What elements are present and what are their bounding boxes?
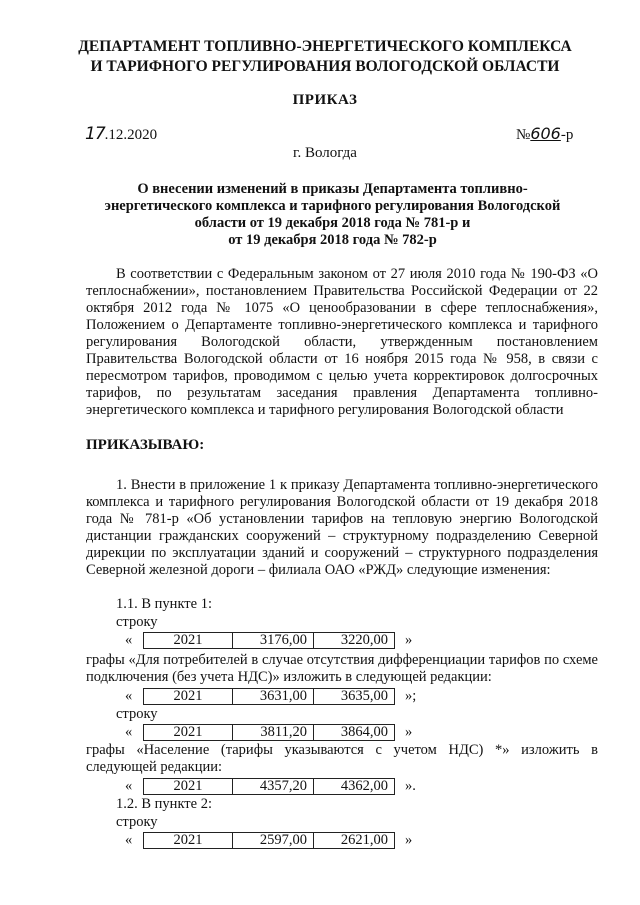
tariff-row-5 xyxy=(125,832,439,849)
preamble-paragraph: В соответствии с Федеральным законом от 27 июля 2010 года № 190-ФЗ «О теплоснабжении», постановлением Правительства Российской Федерации от 22 октября 2012 года № 1075 «О ценообразовании в сфере теплоснабжения», Положением о Департаменте топливно-энергетического комплекса и тарифного регулирования Вологодской области, утвержденным постановлением Правительства Вологодской области от 16 ноября 2015 года № 958, в связи с пересмотром тарифов, проводимом с целью учета корректировок долгосрочных тарифов, по результатам заседания правления Департамента топливно-энергетического комплекса и тарифного регулирования Вологодской области xyxy=(86,266,598,418)
close-quote: » xyxy=(405,632,413,648)
order-subject xyxy=(95,181,570,249)
value-cell-1: 3811,20 xyxy=(232,724,313,741)
order-title: ПРИКАЗ xyxy=(292,92,358,108)
order-date xyxy=(85,124,157,144)
graph-text-1: графы «Для потребителей в случае отсутствия дифференциации тарифов по схеме подключения (без учета НДС)» изложить в следующей редакции: xyxy=(86,652,598,685)
tariff-row-4 xyxy=(125,778,439,795)
city: г. Вологда xyxy=(293,145,357,161)
close-quote: »; xyxy=(405,688,417,704)
number-sign: № xyxy=(516,127,531,143)
stroku-label-2: строку xyxy=(116,706,158,722)
department-header xyxy=(60,37,590,77)
year-cell: 2021 xyxy=(143,688,232,705)
tariff-row-3 xyxy=(125,724,439,741)
tariff-table-2 xyxy=(143,688,395,705)
tariff-table-1 xyxy=(143,632,395,649)
value-cell-2: 3220,00 xyxy=(313,632,395,649)
year-cell: 2021 xyxy=(143,832,232,849)
item-1-paragraph: 1. Внести в приложение 1 к приказу Департамента топливно-энергетического комплекса и тарифного регулирования Вологодской области от 19 декабря 2018 года № 781-р «Об установлении тарифов на тепловую энергию Вологодской дистанции гражданских сооружений – структурному подразделению Северной дирекции по эксплуатации зданий и сооружений – структурного подразделения Северной железной дороги – филиала ОАО «РЖД» следующие изменения: xyxy=(86,477,598,578)
point-1-2: 1.2. В пункте 2: xyxy=(116,796,212,812)
close-quote: » xyxy=(405,832,413,848)
close-quote: ». xyxy=(405,778,416,794)
subject-line-2: энергетического комплекса и тарифного регулирования Вологодской xyxy=(104,198,561,214)
tariff-table-4 xyxy=(143,778,395,795)
value-cell-1: 4357,20 xyxy=(232,778,313,795)
tariff-row-1 xyxy=(125,632,439,649)
value-cell-2: 3864,00 xyxy=(313,724,395,741)
tariff-table-5 xyxy=(143,832,395,849)
tariff-table-3 xyxy=(143,724,395,741)
open-quote: « xyxy=(125,632,133,648)
header-line-2: И ТАРИФНОГО РЕГУЛИРОВАНИЯ ВОЛОГОДСКОЙ ОБЛАСТИ xyxy=(90,58,560,75)
open-quote: « xyxy=(125,724,133,740)
subject-line-4: от 19 декабря 2018 года № 782-р xyxy=(228,232,437,248)
value-cell-2: 3635,00 xyxy=(313,688,395,705)
open-quote: « xyxy=(125,832,133,848)
value-cell-1: 3176,00 xyxy=(232,632,313,649)
subject-line-1: О внесении изменений в приказы Департамента топливно- xyxy=(137,181,528,197)
handwritten-day: 17 xyxy=(85,124,105,144)
value-cell-2: 2621,00 xyxy=(313,832,395,849)
value-cell-1: 3631,00 xyxy=(232,688,313,705)
value-cell-2: 4362,00 xyxy=(313,778,395,795)
prikazyvayu-heading: ПРИКАЗЫВАЮ: xyxy=(86,437,205,453)
open-quote: « xyxy=(125,688,133,704)
year-cell: 2021 xyxy=(143,778,232,795)
order-number xyxy=(516,124,573,144)
close-quote: » xyxy=(405,724,413,740)
number-suffix: -р xyxy=(560,127,574,143)
point-1-1: 1.1. В пункте 1: xyxy=(116,596,212,612)
graph-text-2: графы «Население (тарифы указываются с учетом НДС) *» изложить в следующей редакции: xyxy=(86,742,598,775)
value-cell-1: 2597,00 xyxy=(232,832,313,849)
header-line-1: ДЕПАРТАМЕНТ ТОПЛИВНО-ЭНЕРГЕТИЧЕСКОГО КОМПЛЕКСА xyxy=(78,38,572,55)
stroku-label-1: строку xyxy=(116,614,158,630)
subject-line-3: области от 19 декабря 2018 года № 781-р и xyxy=(194,215,471,231)
stroku-label-3: строку xyxy=(116,814,158,830)
date-rest: .12.2020 xyxy=(104,127,158,143)
open-quote: « xyxy=(125,778,133,794)
year-cell: 2021 xyxy=(143,724,232,741)
year-cell: 2021 xyxy=(143,632,232,649)
handwritten-number: 606 xyxy=(530,124,561,143)
tariff-row-2 xyxy=(125,688,439,705)
